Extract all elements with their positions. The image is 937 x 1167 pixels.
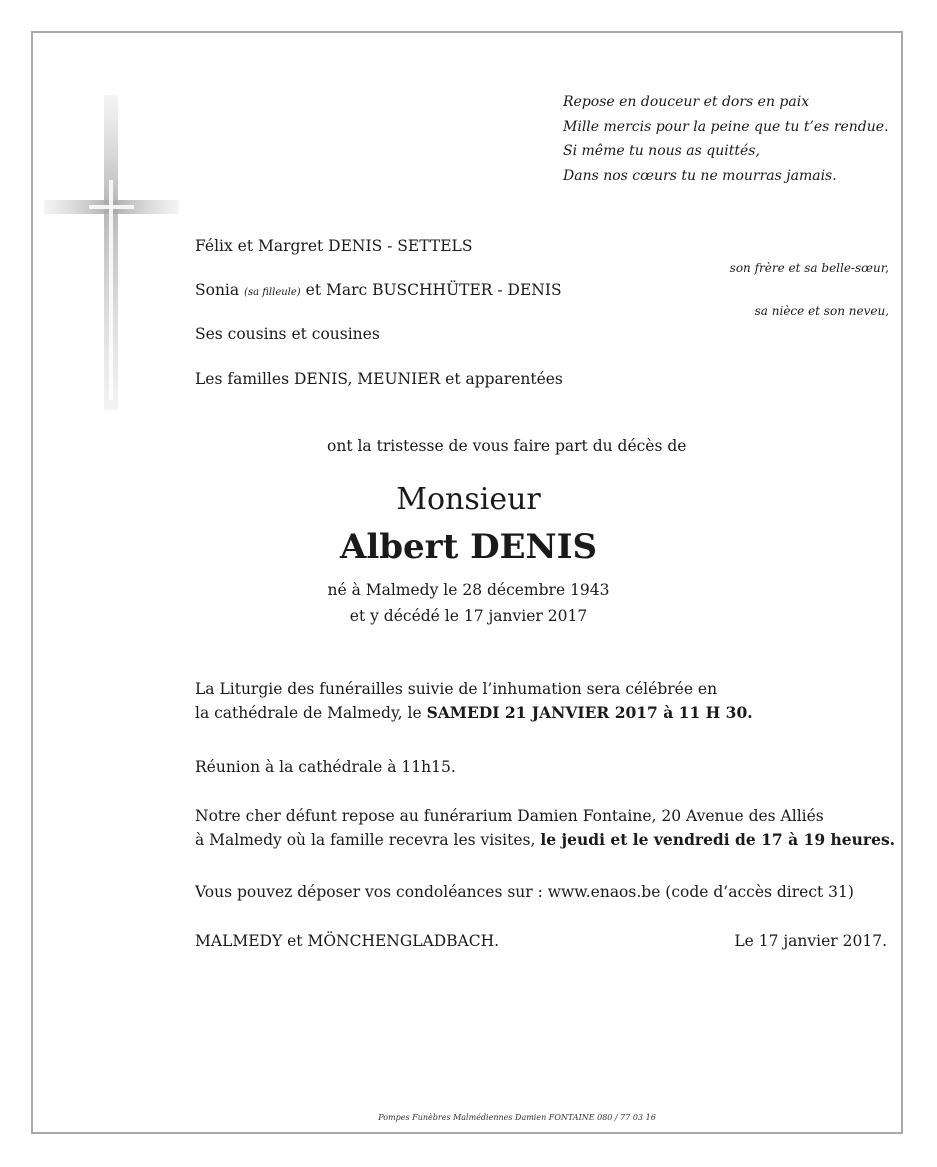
family-line-siblings: Félix et Margret DENIS - SETTELS [195,237,473,255]
visits-info [195,804,895,852]
funeral-place: la cathédrale de Malmedy, le [195,704,427,722]
cross-icon [44,95,179,410]
funeral-date: SAMEDI 21 JANVIER 2017 à 11 H 30. [426,703,753,722]
places: MALMEDY et MÖNCHENGLADBACH. [195,932,500,950]
niece-husband-name: et Marc BUSCHHÜTER - DENIS [305,281,562,299]
funeral-info [195,677,753,725]
notice-date: Le 17 janvier 2017. [734,932,887,950]
announcement: ont la tristesse de vous faire part du décès de [327,437,687,455]
relation-niece: sa nièce et son neveu, [754,304,889,318]
family-line-families: Les familles DENIS, MEUNIER et apparentées [195,370,563,388]
visits-line-2 [195,828,895,852]
poem-line: Mille mercis pour la peine que tu t’es rendue. [563,118,889,135]
deceased-name: Albert DENIS [339,527,598,567]
reunion-info: Réunion à la cathédrale à 11h15. [195,758,456,776]
condolences-info: Vous pouvez déposer vos condoléances sur : www.enaos.be (code d’accès direct 31) [195,883,854,901]
visits-place: à Malmedy où la famille recevra les visites, [195,831,541,849]
relation-siblings: son frère et sa belle-sœur, [729,261,889,275]
poem-line: Dans nos cœurs tu ne mourras jamais. [563,167,837,184]
poem-line: Repose en douceur et dors en paix [563,94,810,110]
honorific: Monsieur [396,482,541,517]
family-line-niece [195,281,562,299]
godchild-note: (sa filleule) [244,287,301,298]
death-line: et y décédé le 17 janvier 2017 [349,607,588,625]
funeral-line-1: La Liturgie des funérailles suivie de l’inhumation sera célébrée en [195,680,718,698]
visits-schedule: le jeudi et le vendredi de 17 à 19 heures. [540,830,896,849]
poem-line: Si même tu nous as quittés, [563,143,760,159]
family-line-cousins: Ses cousins et cousines [195,325,380,343]
visits-line-1: Notre cher défunt repose au funérarium Damien Fontaine, 20 Avenue des Alliés [195,807,824,825]
birth-line: né à Malmedy le 28 décembre 1943 [327,581,610,599]
poem [563,90,889,188]
funeral-home-footer: Pompes Funèbres Malmédiennes Damien FONTAINE 080 / 77 03 16 [378,1113,656,1122]
niece-name: Sonia [195,281,240,299]
funeral-line-2 [195,701,753,725]
